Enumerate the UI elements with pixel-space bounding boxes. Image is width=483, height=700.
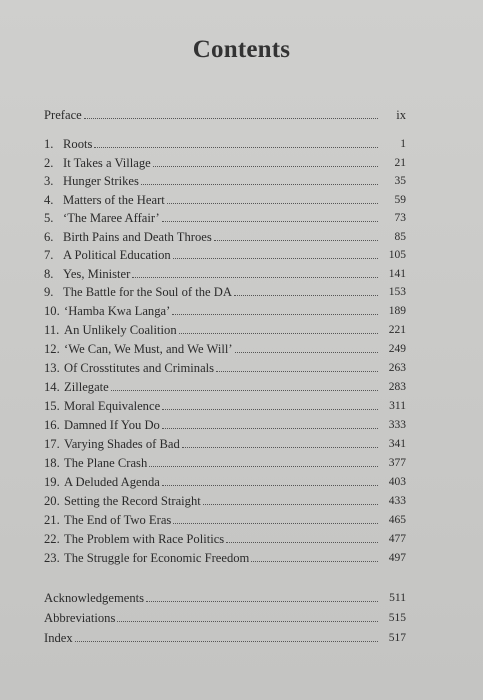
dot-leader [167, 202, 378, 204]
dot-leader [172, 313, 378, 315]
dot-leader [162, 408, 378, 410]
chapter-number: 17. [44, 437, 60, 451]
dot-leader [149, 465, 378, 467]
toc-page-number: 105 [388, 249, 406, 261]
toc-page-number: 1 [400, 138, 406, 150]
dot-leader [162, 220, 378, 222]
chapter-title: An Unlikely Coalition [64, 323, 177, 337]
toc-page-number: 221 [388, 324, 406, 336]
chapter-number: 7. [44, 248, 54, 262]
dot-leader [179, 332, 378, 334]
toc-page-number: 85 [394, 230, 406, 243]
toc-page-number: 477 [388, 533, 406, 545]
dot-leader [162, 427, 378, 429]
chapter-title: The Battle for the Soul of the DA [63, 285, 232, 299]
toc-page-number: 189 [388, 305, 406, 317]
chapter-number: 8. [44, 266, 54, 281]
toc-chapter-9 [44, 281, 406, 299]
toc-entry-label: Index [44, 631, 73, 645]
toc-page-number: 515 [388, 612, 406, 624]
chapter-number: 1. [44, 137, 54, 151]
toc-page-number: 263 [388, 362, 406, 374]
toc-page-number: 341 [388, 438, 406, 450]
chapter-number: 19. [44, 475, 60, 489]
toc-chapter-7 [44, 244, 406, 262]
toc-chapter-15 [44, 395, 406, 413]
toc-chapter-10 [44, 300, 406, 318]
toc-entry-preface [44, 104, 406, 122]
chapter-number: 11. [44, 323, 60, 337]
chapter-title: Roots [63, 137, 93, 151]
toc-page-number: 153 [388, 286, 406, 298]
toc-chapter-4 [44, 189, 406, 207]
dot-leader [251, 560, 378, 562]
chapter-number: 22. [44, 532, 60, 546]
chapter-number: 13. [44, 361, 60, 375]
toc-entry-label: Preface [44, 108, 82, 122]
toc-chapter-8 [44, 263, 406, 281]
dot-leader [146, 600, 378, 602]
toc-chapter-2 [44, 152, 406, 170]
toc-page-number: 433 [388, 495, 406, 507]
chapter-title: Varying Shades of Bad [64, 437, 180, 451]
toc-chapter-22 [44, 528, 406, 546]
toc-entry-abbreviations [44, 607, 406, 625]
chapter-title: It Takes a Village [63, 155, 151, 170]
chapter-number: 6. [44, 229, 54, 244]
toc-chapter-14 [44, 376, 406, 394]
chapter-number: 15. [44, 399, 60, 413]
toc-chapter-20 [44, 490, 406, 508]
toc-chapter-1 [44, 133, 406, 151]
chapter-number: 18. [44, 456, 60, 470]
toc-page-number: 377 [388, 457, 406, 469]
chapter-title: ‘The Maree Affair’ [63, 211, 160, 225]
toc-chapter-3 [44, 170, 406, 188]
chapter-number: 5. [44, 211, 54, 225]
toc-chapter-21 [44, 509, 406, 527]
toc-page-number: 59 [394, 193, 406, 206]
toc-page-number: 511 [389, 592, 406, 604]
dot-leader [153, 165, 378, 167]
dot-leader [132, 276, 378, 278]
toc-page-number: 497 [388, 552, 406, 564]
chapter-number: 14. [44, 380, 60, 394]
chapter-number: 12. [44, 342, 60, 356]
dot-leader [117, 620, 378, 622]
chapter-number: 3. [44, 174, 54, 188]
toc-chapter-13 [44, 357, 406, 375]
toc-page-number: 465 [388, 514, 406, 526]
chapter-number: 20. [44, 494, 60, 508]
toc-chapter-18 [44, 452, 406, 470]
chapter-title: Zillegate [64, 380, 109, 394]
dot-leader [182, 446, 378, 448]
chapter-number: 4. [44, 192, 54, 207]
chapter-title: A Deluded Agenda [64, 475, 160, 489]
toc-entry-label: Abbreviations [44, 611, 116, 625]
toc-chapter-6 [44, 226, 406, 244]
chapter-title: Matters of the Heart [63, 192, 165, 207]
dot-leader [75, 640, 378, 642]
toc-page-number: 73 [394, 212, 406, 224]
dot-leader [216, 370, 378, 372]
chapter-title: Birth Pains and Death Throes [63, 229, 212, 244]
chapter-title: Damned If You Do [64, 418, 160, 432]
chapter-title: The Problem with Race Politics [64, 532, 225, 546]
dot-leader [111, 389, 378, 391]
dot-leader [141, 183, 378, 185]
chapter-number: 23. [44, 551, 60, 565]
dot-leader [173, 522, 378, 524]
dot-leader [234, 294, 378, 296]
toc-page-number: 311 [389, 400, 406, 412]
toc-page-number: 517 [388, 632, 406, 644]
toc-chapter-12 [44, 338, 406, 356]
chapter-number: 16. [44, 418, 60, 432]
chapter-title: The Plane Crash [64, 456, 148, 470]
toc-chapter-5 [44, 207, 406, 225]
dot-leader [226, 541, 378, 543]
dot-leader [235, 351, 378, 353]
toc-page-number: 333 [388, 419, 406, 431]
toc-page-number: 283 [388, 381, 406, 393]
chapter-title: The Struggle for Economic Freedom [64, 551, 250, 565]
chapter-title: The End of Two Eras [64, 513, 172, 527]
dot-leader [84, 117, 378, 119]
chapter-title: Moral Equivalence [64, 399, 161, 413]
chapter-title: Hunger Strikes [63, 174, 139, 188]
toc-chapter-19 [44, 471, 406, 489]
dot-leader [162, 484, 378, 486]
chapter-number: 10. [44, 304, 60, 318]
dot-leader [203, 503, 378, 505]
toc-page-number: ix [396, 108, 406, 122]
toc-page-number: 21 [394, 156, 406, 169]
chapter-number: 21. [44, 513, 60, 527]
chapter-title: Of Crosstitutes and Criminals [64, 361, 215, 375]
toc-page-number: 35 [394, 175, 406, 187]
chapter-title: Setting the Record Straight [64, 494, 201, 508]
chapter-title: A Political Education [63, 248, 171, 262]
chapter-title: Yes, Minister [63, 266, 131, 281]
chapter-title: ‘Hamba Kwa Langa’ [64, 304, 171, 318]
toc-chapter-17 [44, 433, 406, 451]
chapter-number: 2. [44, 155, 54, 170]
toc-page-number: 249 [388, 343, 406, 355]
dot-leader [94, 146, 378, 148]
dot-leader [173, 257, 378, 259]
toc-entry-label: Acknowledgements [44, 591, 145, 605]
chapter-number: 9. [44, 285, 54, 299]
dot-leader [214, 239, 378, 241]
toc-chapter-23 [44, 547, 406, 565]
chapter-title: ‘We Can, We Must, and We Will’ [64, 342, 233, 356]
page-title: Contents [192, 36, 291, 63]
toc-page-number: 403 [388, 476, 406, 488]
toc-chapter-16 [44, 414, 406, 432]
toc-entry-index [44, 627, 406, 645]
toc-entry-acknowledgements [44, 587, 406, 605]
toc-chapter-11 [44, 319, 406, 337]
toc-page-number: 141 [388, 267, 406, 280]
